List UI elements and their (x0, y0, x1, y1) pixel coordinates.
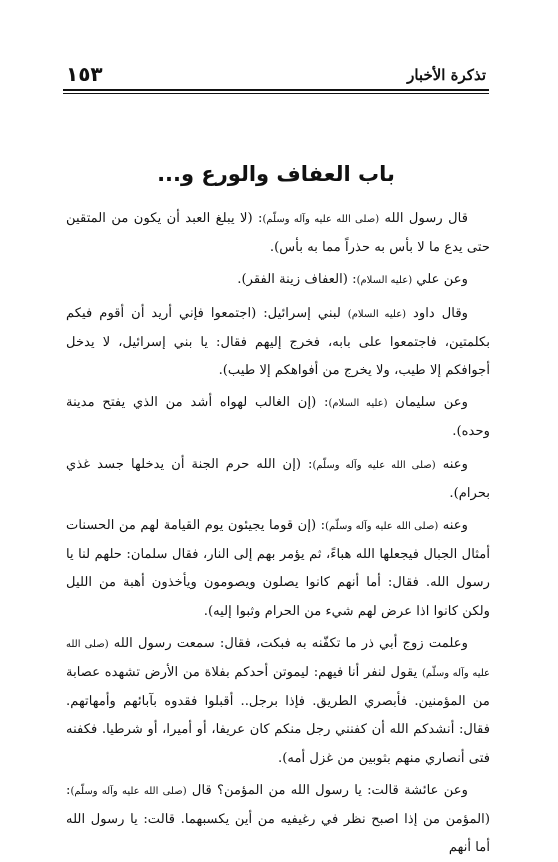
paragraph-text: : (إن الله حرم الجنة أن يدخلها جسد غذي بحرام). (66, 456, 490, 501)
paragraph-text: : (المؤمن من إذا اصبح نظر في رغيفيه من أين يكسبهما. قالت: يا رسول الله أما أنهم (66, 782, 490, 856)
honorific: (صلى الله عليه وآله وسلّم) (262, 214, 380, 225)
honorific: (صلى الله عليه وآله وسلّم) (325, 521, 439, 533)
chapter-title: باب العفاف والورع و... (157, 162, 395, 186)
paragraph-text: : (العفاف زينة الفقر). (237, 272, 357, 288)
paragraph (66, 300, 490, 386)
paragraph-text: قال رسول الله (379, 211, 469, 226)
paragraph (66, 512, 490, 626)
paragraph-text: وعنه (438, 518, 468, 534)
paragraph-text: وعلمت زوج أبي ذر ما تكفّنه به فبكت، فقال: سمعت رسول الله (108, 635, 468, 651)
paragraph (66, 266, 490, 295)
paragraph (66, 777, 490, 862)
paragraph-text: لبني إسرائيل: (اجتمعوا فإني أريد أن أقوم فيكم بكلمتين، فاجتمعوا على بابه، فخرج إليهم فقال: يا بني إسرائيل، لا يدخل أجوافكم إلا طيب، ولا يخرج من أفواهكم إلا طيب). (66, 305, 490, 379)
honorific: (عليه السلام) (347, 308, 407, 320)
honorific: (صلى الله عليه وآله وسلّم) (66, 638, 490, 680)
paragraph-text: : (إن الغالب لهواه أشد من الذي يفتح مدينة وحده). (66, 395, 490, 440)
honorific: (صلى الله عليه وآله وسلّم) (70, 785, 187, 797)
page-number: ١٥٣ (66, 62, 103, 86)
running-title: تذكرة الأخبار (407, 66, 486, 84)
header-rule-thick (63, 89, 489, 91)
paragraph-text: : (لا يبلغ العبد أن يكون من المتقين حتى يدع ما لا بأس به حذراً مما به بأس). (66, 211, 490, 256)
honorific: (عليه السلام) (328, 398, 388, 410)
paragraph (66, 451, 490, 508)
paragraph (66, 630, 490, 773)
paragraph-text: وعنه (435, 456, 468, 472)
body-text (66, 205, 490, 862)
honorific: (صلى الله عليه وآله وسلّم) (312, 459, 436, 471)
page-header (66, 58, 486, 84)
paragraph-text: : (إن قوما يجيئون يوم القيامة لهم من الحسنات أمثال الجبال فيجعلها الله هباءً، ثم يؤمر بهم إلى النار، فقال سلمان: حلهم لنا يا رسول الله. فقال: أما أنهم كانوا يصلون ويصومون ويأخذون أهبة من الليل ولكن كانوا اذا عرض لهم شيء من الحرام وثبوا إليه). (66, 518, 490, 619)
paragraph-text: وعن سليمان (387, 395, 468, 411)
paragraph (66, 389, 490, 446)
honorific: (عليه السلام) (356, 275, 413, 287)
paragraph-text: وعن علي (412, 272, 468, 288)
paragraph-text: وقال داود (406, 305, 468, 321)
paragraph-text: وعن عائشة قالت: يا رسول الله من المؤمن؟ قال (186, 782, 468, 798)
paragraph (66, 205, 490, 262)
header-rule-thin (63, 93, 489, 94)
paragraph-text: يقول لنفر أنا فيهم: ليموتن أحدكم بفلاة من الأرض تشهده عصابة من المؤمنين. فأبصري الطريق. فإذا برجل.. أقبلوا فقدوه بآبائهم وأمهاتهم. فقال: أنشدكم الله أن كفنني رجل منكم كان عريفا، أو أميرا، أو شرطيا. فكفنه فتى أنصاري منهم بثوبين من غزل أمه). (66, 665, 490, 766)
